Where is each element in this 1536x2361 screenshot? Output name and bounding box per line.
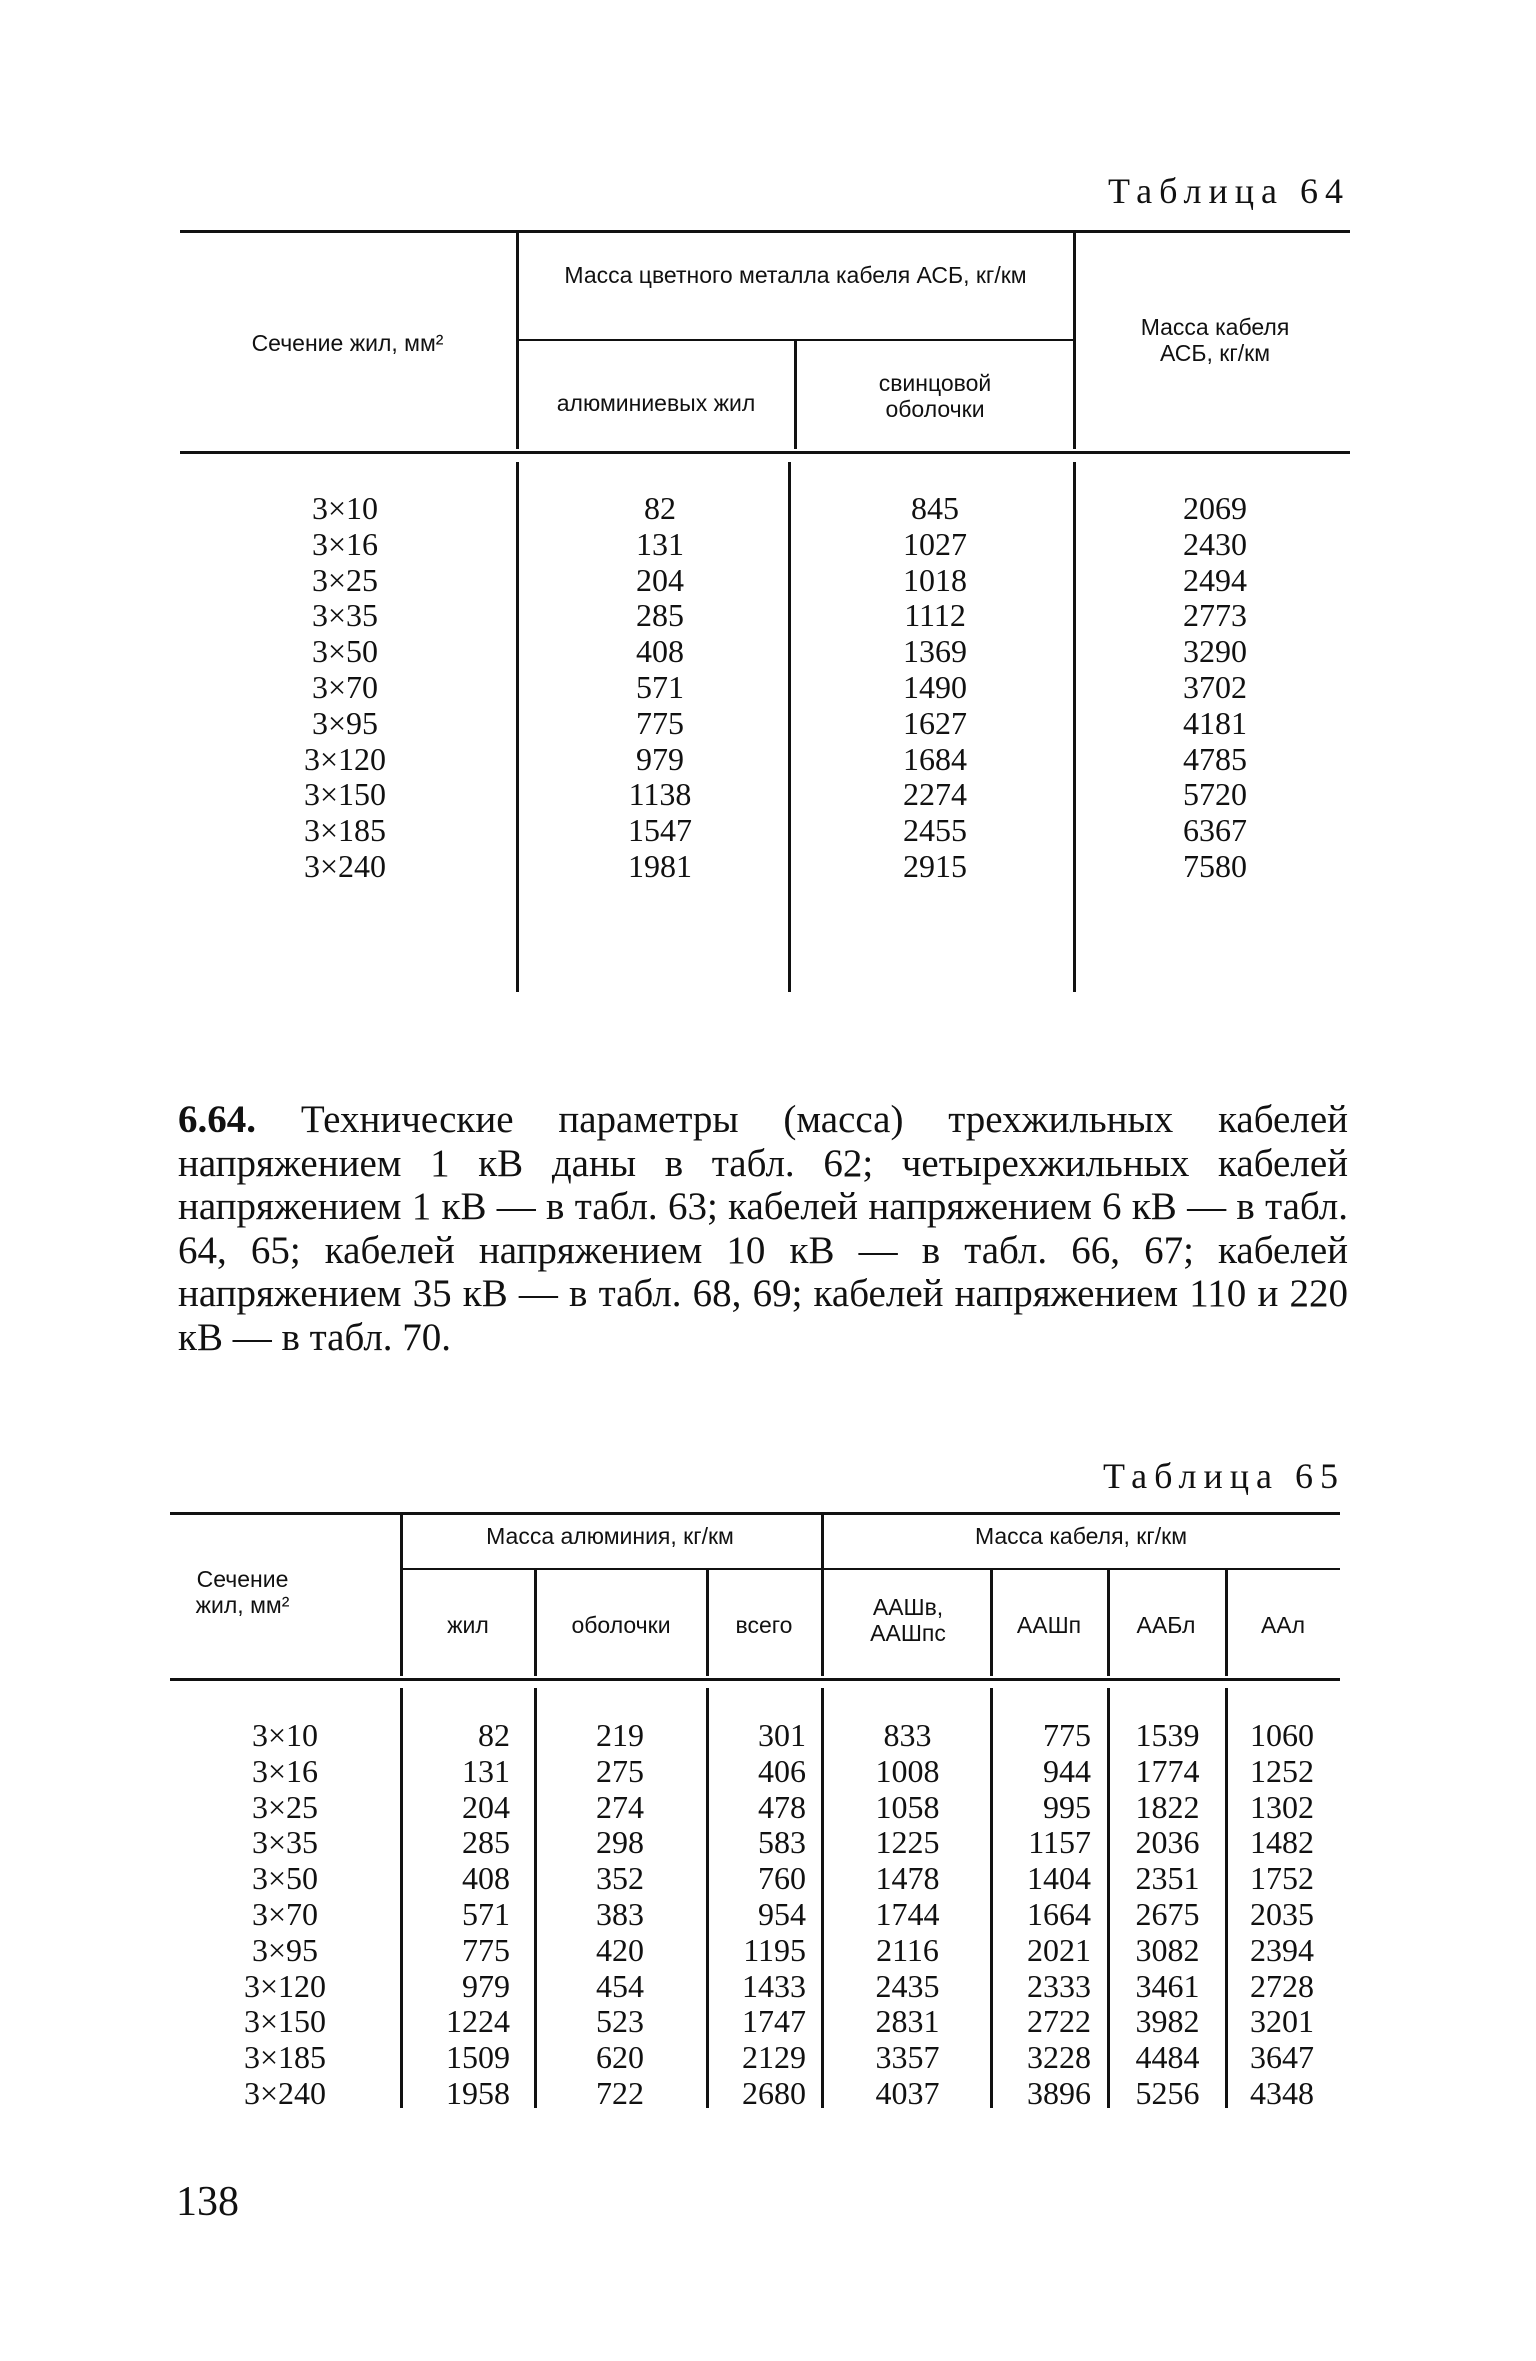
table-65-col-aashp — [995, 1718, 1091, 2112]
table-cell: 1747 — [742, 2003, 806, 2040]
table-cell: 1539 — [1135, 1717, 1200, 1753]
table-cell: 3201 — [1250, 2003, 1314, 2040]
table-cell: 722 — [596, 2074, 644, 2111]
table-65-divider — [1225, 1688, 1228, 2108]
table-cell: 954 — [758, 1895, 806, 1932]
table-65-col-cores — [420, 1718, 510, 2112]
table-65-header-total: всего — [735, 1612, 793, 1638]
table-cell: 3×120 — [303, 740, 387, 777]
table-cell: 3×240 — [243, 2074, 327, 2111]
table-cell: 3461 — [1135, 1967, 1200, 2004]
table-cell: 3357 — [875, 2039, 940, 2076]
table-cell: 775 — [1043, 1717, 1091, 1753]
table-cell: 408 — [462, 1860, 510, 1897]
table-cell: 2116 — [876, 1931, 939, 1968]
table-cell: 2831 — [875, 2003, 940, 2040]
table-cell: 4181 — [1183, 704, 1247, 741]
table-cell: 5256 — [1135, 2074, 1200, 2111]
table-cell: 3×150 — [243, 2003, 327, 2040]
table-65-divider — [990, 1688, 993, 2108]
table-cell: 2773 — [1183, 597, 1247, 634]
table-cell: 3×10 — [251, 1717, 319, 1753]
table-65-caption: Таблица 65 — [1103, 1456, 1345, 1496]
table-cell: 478 — [758, 1788, 806, 1825]
table-cell: 352 — [596, 1860, 644, 1897]
table-65-top-rule — [170, 1512, 1340, 1515]
table-cell: 131 — [636, 525, 684, 562]
table-64-header-section: Сечение жил, мм² — [251, 330, 444, 356]
table-64-divider — [788, 462, 791, 992]
table-cell: 1027 — [903, 525, 967, 562]
table-65-header-cores: жил — [447, 1612, 489, 1638]
table-65-divider — [534, 1688, 537, 2108]
table-65-col-total — [708, 1718, 806, 2112]
table-cell: 3982 — [1135, 2003, 1200, 2040]
table-cell: 3×35 — [251, 1824, 319, 1861]
table-65-header-aluminum-group: Масса алюминия, кг/км — [486, 1523, 734, 1549]
table-64-caption: Таблица 64 — [1108, 171, 1350, 211]
table-65-divider — [534, 1570, 537, 1676]
table-cell: 1112 — [904, 597, 966, 634]
table-cell: 3×70 — [311, 668, 379, 705]
table-cell: 2333 — [1027, 1967, 1091, 2004]
table-cell: 1482 — [1250, 1824, 1314, 1861]
table-cell: 4785 — [1183, 740, 1247, 777]
table-65-header-aashp: ААШп — [1016, 1612, 1082, 1638]
table-cell: 3×70 — [251, 1895, 319, 1932]
table-cell: 1225 — [875, 1824, 940, 1861]
table-cell: 3×35 — [311, 597, 379, 634]
table-cell: 1664 — [1027, 1895, 1091, 1932]
table-65-divider — [1107, 1688, 1110, 2108]
table-cell: 204 — [636, 561, 684, 598]
table-cell: 1433 — [742, 1967, 806, 2004]
table-cell: 2394 — [1250, 1931, 1314, 1968]
table-cell: 3×16 — [311, 525, 379, 562]
table-cell: 285 — [636, 597, 684, 634]
table-cell: 219 — [596, 1717, 644, 1753]
table-cell: 275 — [596, 1752, 644, 1789]
table-cell: 301 — [758, 1717, 806, 1753]
table-64-divider — [1073, 462, 1076, 992]
table-65-header-cable-group: Масса кабеля, кг/км — [974, 1523, 1188, 1549]
table-64-divider — [1073, 232, 1076, 449]
table-65-header-aabl: ААБл — [1136, 1612, 1196, 1638]
table-cell: 3×95 — [311, 704, 379, 741]
table-64-header-cable-mass: Масса кабеля АСБ, кг/км — [1140, 314, 1290, 366]
table-cell: 583 — [758, 1824, 806, 1861]
table-cell: 3×120 — [243, 1967, 327, 2004]
table-64-col-aluminum — [610, 491, 710, 885]
table-cell: 383 — [596, 1895, 644, 1932]
table-cell: 1478 — [875, 1860, 940, 1897]
table-cell: 2728 — [1250, 1967, 1314, 2004]
table-cell: 979 — [636, 740, 684, 777]
table-cell: 3×25 — [311, 561, 379, 598]
table-64-col-lead — [885, 491, 985, 885]
table-cell: 3×25 — [251, 1788, 319, 1825]
table-65-divider — [706, 1570, 709, 1676]
table-cell: 1008 — [875, 1752, 940, 1789]
table-cell: 620 — [596, 2039, 644, 2076]
table-cell: 3×10 — [311, 490, 379, 526]
table-64-header-lead: свинцовой оболочки — [878, 370, 992, 422]
table-65-col-sheath — [575, 1718, 665, 2112]
table-cell: 3×16 — [251, 1752, 319, 1789]
table-cell: 979 — [462, 1967, 510, 2004]
table-65-divider — [821, 1514, 824, 1676]
table-cell: 1252 — [1250, 1752, 1314, 1789]
table-cell: 3290 — [1183, 633, 1247, 670]
table-65-subheader-rule — [400, 1568, 1340, 1570]
table-cell: 4037 — [875, 2074, 940, 2111]
table-cell: 1490 — [903, 668, 967, 705]
table-cell: 204 — [462, 1788, 510, 1825]
table-cell: 1744 — [875, 1895, 940, 1932]
table-cell: 571 — [462, 1895, 510, 1932]
table-cell: 2455 — [903, 812, 967, 849]
table-65-divider — [821, 1688, 824, 2108]
table-cell: 1157 — [1028, 1824, 1091, 1861]
table-cell: 2274 — [903, 776, 967, 813]
table-cell: 1981 — [628, 847, 692, 884]
table-cell: 1958 — [446, 2074, 510, 2111]
table-cell: 2435 — [875, 1967, 940, 2004]
table-cell: 408 — [636, 633, 684, 670]
table-cell: 3×50 — [311, 633, 379, 670]
table-cell: 1684 — [903, 740, 967, 777]
table-65-header-aal: ААл — [1260, 1612, 1306, 1638]
table-65-col-aashv — [860, 1718, 955, 2112]
table-cell: 2129 — [742, 2039, 806, 2076]
table-65-divider — [990, 1570, 993, 1676]
table-cell: 3×150 — [303, 776, 387, 813]
table-cell: 2675 — [1135, 1895, 1200, 1932]
table-cell: 1822 — [1135, 1788, 1200, 1825]
table-cell: 82 — [478, 1717, 510, 1753]
table-cell: 1195 — [743, 1931, 806, 1968]
table-65-header-sheath: оболочки — [571, 1612, 671, 1638]
table-cell: 775 — [462, 1931, 510, 1968]
page-number: 138 — [176, 2179, 239, 2225]
table-cell: 3228 — [1027, 2039, 1091, 2076]
section-text: Технические параметры (масса) трехжильных кабелей напряжением 1 кВ даны в табл. 62; четырехжильных кабелей напряжением 1 кВ — в табл. 63; кабелей напряжением 6 кВ — в табл. 64, 65; кабелей напряжением 10 кВ — в табл. 66, 67; кабелей напряжением 35 кВ — в табл. 68, 69; кабелей напряжением 110 и 220 кВ — в табл. 70. — [178, 1098, 1349, 1359]
table-cell: 3×185 — [303, 812, 387, 849]
table-cell: 2021 — [1027, 1931, 1091, 1968]
table-cell: 3082 — [1135, 1931, 1200, 1968]
table-cell: 760 — [758, 1860, 806, 1897]
table-cell: 2494 — [1183, 561, 1247, 598]
table-64-divider — [516, 232, 519, 449]
table-cell: 523 — [596, 2003, 644, 2040]
table-cell: 944 — [1043, 1752, 1091, 1789]
table-cell: 131 — [462, 1752, 510, 1789]
table-cell: 1627 — [903, 704, 967, 741]
table-cell: 1774 — [1135, 1752, 1200, 1789]
table-cell: 2069 — [1183, 490, 1247, 526]
table-cell: 454 — [596, 1967, 644, 2004]
table-cell: 1060 — [1250, 1717, 1314, 1753]
table-cell: 3×50 — [251, 1860, 319, 1897]
table-cell: 2035 — [1250, 1895, 1314, 1932]
table-65-divider — [1225, 1570, 1228, 1676]
table-64-col-section — [270, 491, 420, 885]
section-number: 6.64. — [178, 1098, 256, 1141]
table-64-header-rule — [180, 451, 1350, 454]
table-65-col-section — [215, 1718, 355, 2112]
table-cell: 845 — [911, 490, 959, 526]
table-cell: 2351 — [1135, 1860, 1200, 1897]
table-65-divider — [1107, 1570, 1110, 1676]
table-cell: 420 — [596, 1931, 644, 1968]
table-cell: 775 — [636, 704, 684, 741]
table-64-divider — [794, 341, 797, 449]
table-cell: 995 — [1043, 1788, 1091, 1825]
table-cell: 1369 — [903, 633, 967, 670]
table-65-header-aashv: ААШв, ААШпс — [870, 1594, 946, 1646]
table-cell: 1404 — [1027, 1860, 1091, 1897]
table-64-header-metal-group: Масса цветного металла кабеля АСБ, кг/км — [564, 262, 1027, 288]
table-cell: 1058 — [875, 1788, 940, 1825]
table-cell: 1302 — [1250, 1788, 1314, 1825]
table-65-col-aabl — [1115, 1718, 1220, 2112]
table-64-header-aluminum: алюминиевых жил — [556, 390, 756, 416]
table-cell: 833 — [883, 1717, 932, 1753]
table-cell: 82 — [644, 490, 676, 526]
table-cell: 6367 — [1183, 812, 1247, 849]
table-cell: 3896 — [1027, 2074, 1091, 2111]
table-65-header-section: Сечение жил, мм² — [195, 1566, 290, 1618]
table-cell: 3647 — [1250, 2039, 1314, 2076]
table-cell: 4484 — [1135, 2039, 1200, 2076]
table-cell: 2722 — [1027, 2003, 1091, 2040]
table-cell: 2915 — [903, 847, 967, 884]
section-6-64-paragraph — [178, 1098, 1348, 1359]
table-cell: 285 — [462, 1824, 510, 1861]
table-cell: 3702 — [1183, 668, 1247, 705]
table-cell: 1138 — [628, 776, 692, 813]
table-cell: 1752 — [1250, 1860, 1314, 1897]
table-cell: 1018 — [903, 561, 967, 598]
table-cell: 4348 — [1250, 2074, 1314, 2111]
table-cell: 1509 — [446, 2039, 510, 2076]
table-cell: 571 — [636, 668, 684, 705]
table-cell: 2680 — [742, 2074, 806, 2111]
table-64-top-rule — [180, 230, 1350, 233]
table-65-divider — [400, 1688, 403, 2108]
table-cell: 406 — [758, 1752, 806, 1789]
table-65-header-rule — [170, 1678, 1340, 1681]
table-cell: 2036 — [1135, 1824, 1200, 1861]
table-cell: 3×185 — [243, 2039, 327, 2076]
table-64-col-cable-mass — [1165, 491, 1265, 885]
table-64-divider — [516, 462, 519, 992]
table-cell: 3×95 — [251, 1931, 319, 1968]
table-cell: 2430 — [1183, 525, 1247, 562]
table-65-col-aal — [1232, 1718, 1332, 2112]
table-65-divider — [400, 1514, 403, 1676]
table-cell: 274 — [596, 1788, 644, 1825]
table-cell: 1547 — [628, 812, 692, 849]
table-cell: 7580 — [1183, 847, 1247, 884]
table-cell: 298 — [596, 1824, 644, 1861]
table-cell: 1224 — [446, 2003, 510, 2040]
table-cell: 3×240 — [303, 847, 387, 884]
table-cell: 5720 — [1183, 776, 1247, 813]
